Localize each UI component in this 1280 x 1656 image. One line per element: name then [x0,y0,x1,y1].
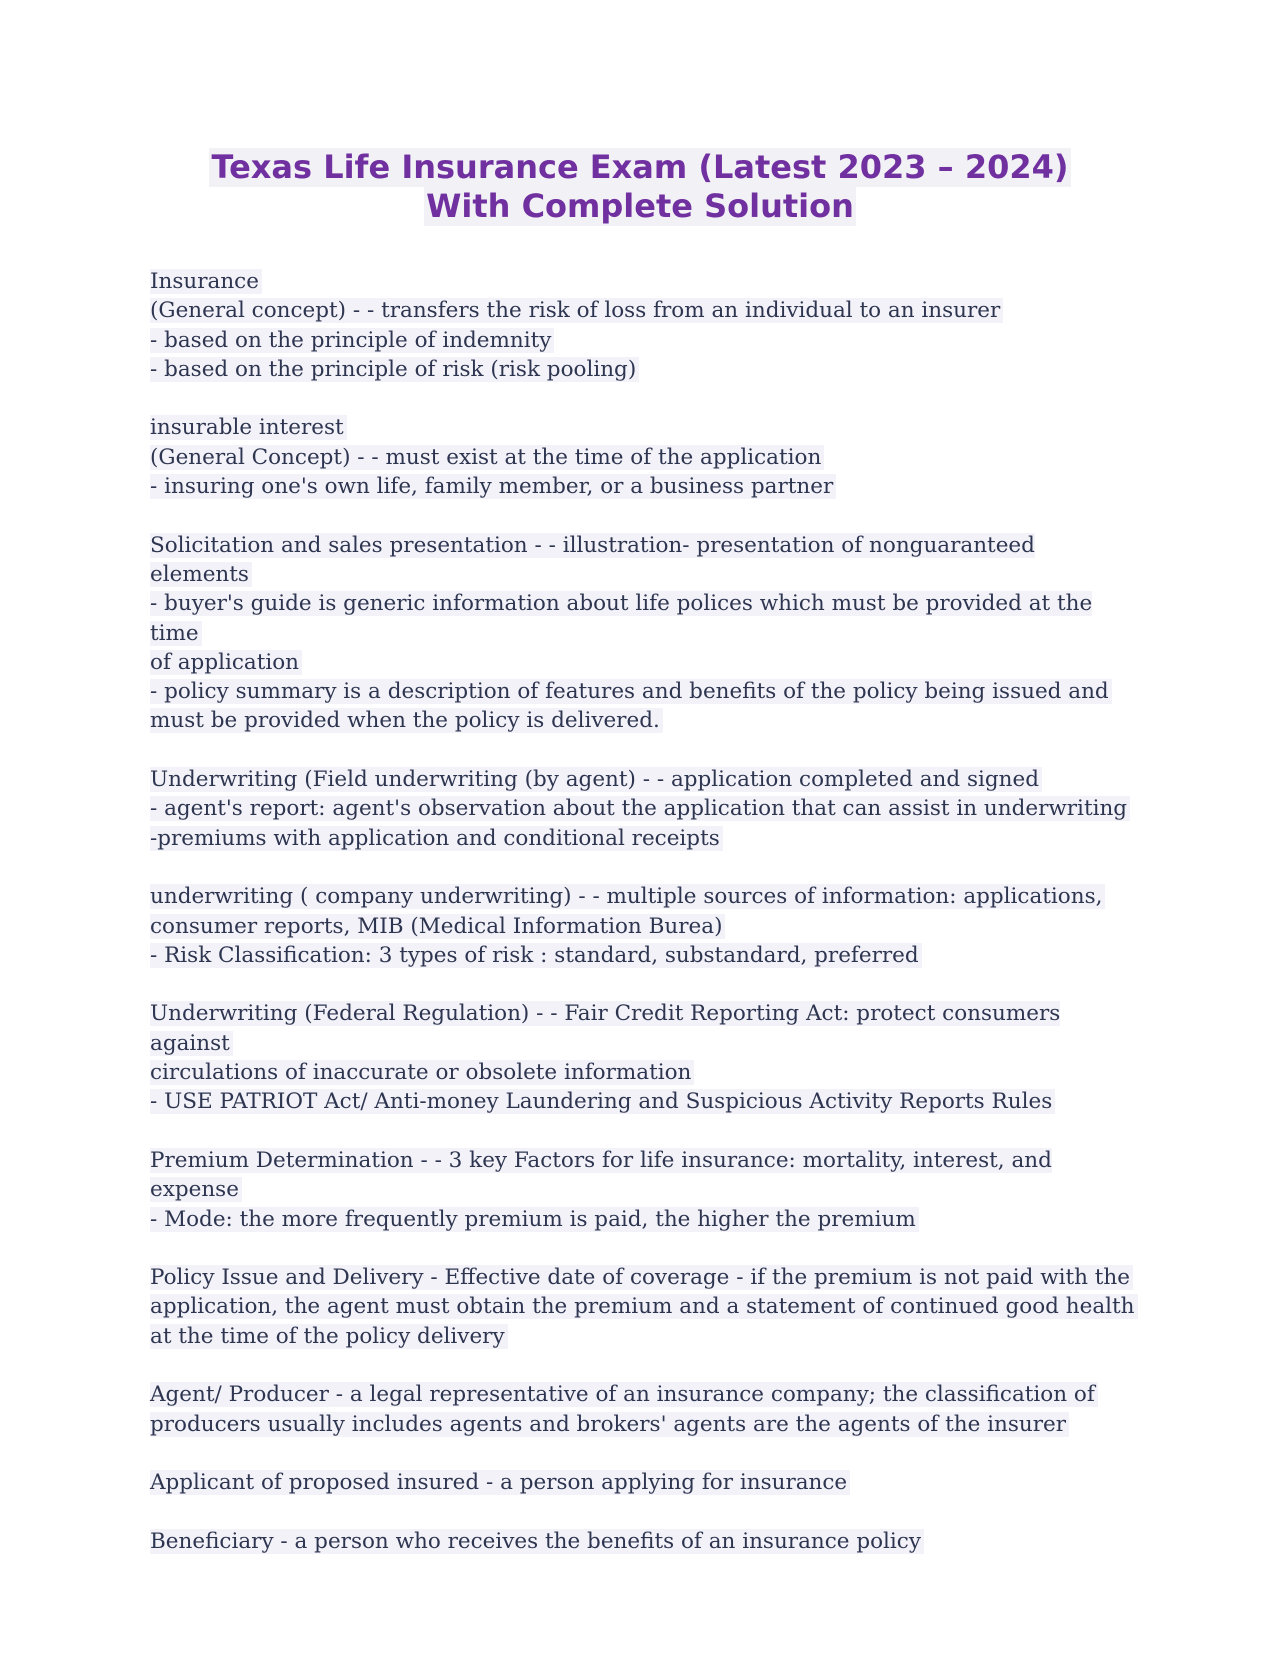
entry-line-text: at the time of the policy delivery [150,1324,508,1349]
entry-line [150,941,1140,970]
entry-line [150,824,1140,853]
term-entry [150,882,1140,970]
term-entry [150,531,1140,736]
entry-line-text: Underwriting (Field underwriting (by agent) - - application completed and signed [150,767,1042,792]
entry-line [150,1322,1140,1351]
entry-line-text: Premium Determination - - 3 key Factors for life insurance: mortality, interest, and expense [150,1147,1052,1203]
title-line-1: Texas Life Insurance Exam (Latest 2023 – 2024) [211,148,1069,186]
entry-line [150,1292,1140,1321]
entry-line [150,1410,1140,1439]
term-entry [150,267,1140,384]
entry-line [150,589,1140,648]
entry-line-text: circulations of inaccurate or obsolete information [150,1060,694,1085]
entry-line [150,794,1140,823]
entry-line [150,531,1140,590]
entry-line-text: Policy Issue and Delivery - Effective date of coverage - if the premium is not paid with the [150,1265,1133,1290]
entry-line [150,1058,1140,1087]
entry-line [150,912,1140,941]
entry-line-text: (General Concept) - - must exist at the time of the application [150,445,824,470]
entry-line [150,267,1140,296]
entry-line [150,677,1140,706]
page-title [0,148,1280,226]
entry-line [150,765,1140,794]
entry-line [150,355,1140,384]
entry-line [150,1205,1140,1234]
term-entry [150,999,1140,1116]
document-body [150,267,1140,1585]
entry-line-text: Underwriting (Federal Regulation) - - Fair Credit Reporting Act: protect consumers against [150,1001,1061,1056]
entry-line [150,413,1140,442]
entry-line [150,706,1140,735]
entry-line [150,1263,1140,1292]
entry-line-text: producers usually includes agents and brokers' agents are the agents of the insurer [150,1412,1069,1437]
entry-line [150,296,1140,325]
entry-line-text: - Mode: the more frequently premium is paid, the higher the premium [150,1207,919,1232]
entry-line [150,882,1140,911]
entry-line [150,1380,1140,1409]
entry-line-text: (General concept) - - transfers the risk of loss from an individual to an insurer [150,298,1003,323]
entry-line-text: - based on the principle of risk (risk pooling) [150,357,639,382]
entry-line-text: Solicitation and sales presentation - - illustration- presentation of nonguaranteed elements [150,532,1035,587]
entry-line-text: insurable interest [150,415,347,440]
entry-line [150,443,1140,472]
entry-line-text: - policy summary is a description of features and benefits of the policy being issued and [150,679,1112,704]
term-entry [150,1263,1140,1351]
entry-line-text: must be provided when the policy is delivered. [150,708,663,733]
entry-line-text: - based on the principle of indemnity [150,328,554,353]
term-entry [150,413,1140,501]
entry-line [150,1146,1140,1205]
entry-line-text: - USE PATRIOT Act/ Anti-money Laundering and Suspicious Activity Reports Rules [150,1089,1055,1114]
entry-line-text: Applicant of proposed insured - a person applying for insurance [150,1470,850,1495]
term-entry [150,1527,1140,1556]
entry-line-text: Beneficiary - a person who receives the benefits of an insurance policy [150,1529,924,1554]
term-entry [150,1380,1140,1439]
entry-line [150,326,1140,355]
entry-line-text: -premiums with application and conditional receipts [150,826,723,851]
entry-line-text: Agent/ Producer - a legal representative of an insurance company; the classification of [150,1382,1098,1407]
entry-line-text: - insuring one's own life, family member, or a business partner [150,474,836,499]
entry-line [150,999,1140,1058]
entry-line-text: - agent's report: agent's observation about the application that can assist in underwriting [150,796,1130,821]
entry-line-text: Insurance [150,269,262,294]
entry-line-text: application, the agent must obtain the premium and a statement of continued good health [150,1294,1138,1319]
entry-line-text: - Risk Classification: 3 types of risk : standard, substandard, preferred [150,943,922,968]
title-line-2: With Complete Solution [426,187,854,225]
entry-line-text: of application [150,650,302,675]
entry-line [150,1527,1140,1556]
entry-line [150,648,1140,677]
entry-line [150,1468,1140,1497]
term-entry [150,765,1140,853]
entry-line-text: underwriting ( company underwriting) - - multiple sources of information: applications, [150,884,1105,909]
term-entry [150,1146,1140,1234]
entry-line [150,472,1140,501]
term-entry [150,1468,1140,1497]
entry-line [150,1087,1140,1116]
entry-line-text: - buyer's guide is generic information about life polices which must be provided at the time [150,591,1093,646]
entry-line-text: consumer reports, MIB (Medical Information Burea) [150,914,725,939]
